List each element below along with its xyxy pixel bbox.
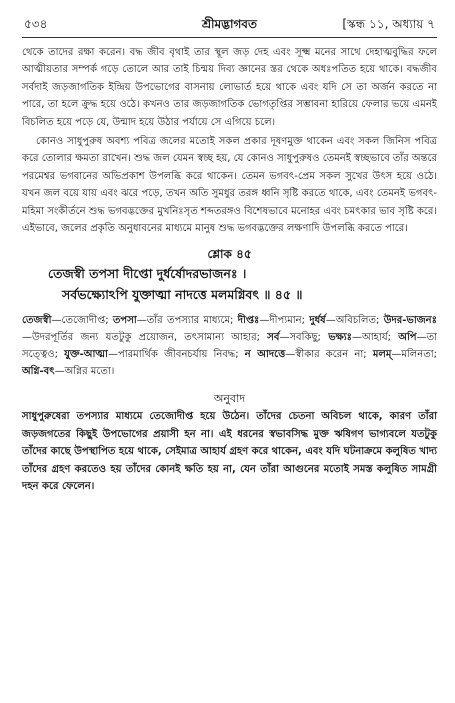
synonym-word: অপি bbox=[398, 332, 417, 344]
synonym-meaning: —সবকিছু; bbox=[279, 332, 329, 344]
translation-text: সাধুপুরুষেরা তপস্যার মাধ্যমে তেজোদীপ্ত হয়ে উঠেন। তাঁদের চেতনা অবিচল থাকে, কারণ তাঁরা জড়জগতের কিছুই উপভোগের প্রয়াসী হন না। এই ধরনের স্বভাবসিদ্ধ মুক্ত ঋষিগণ ভাগ্যবলে যতটুকু তাঁদের কাছে উপস্থাপিত হয়ে থাকে, সেইমাত্র আহার্য গ্রহণ করে থাকেন, এবং যদি ঘটনাক্রমে কলুষিত খাদ্য তাঁদের গ্রহণ করতেও হয় তাঁদের কোনই ক্ষতি হয় না, যেন তাঁরা আগুনের মতোই সমস্ত কলুষিত সামগ্রী দহন করে ফেলেন। bbox=[22, 411, 437, 493]
synonym-word: তপসা bbox=[112, 315, 137, 327]
synonym-meaning: —মলিনতা; bbox=[391, 349, 437, 361]
synonym-word: দুর্ধর্ষ bbox=[309, 315, 326, 327]
synonym-word: মলম্ bbox=[372, 349, 392, 361]
verse-line-1: তেজস্বী তপসা দীপ্তো দুর্ধর্ষোদরভাজনঃ । bbox=[48, 266, 247, 282]
purport-paragraph-1: থেকে তাদের রক্ষা করেন। বদ্ধ জীব বৃথাই তার স্থূল জড় দেহ এবং সূক্ষ্ম মনের সাথে দেহাত্মবুদ্ধির ফলে আত্মীয়তার সম্পর্ক গড়ে তোলে আর তাই চিন্ময় দিব্য জ্ঞানের স্তর থেকে অধঃপতিত হয়ে থাকে। বদ্ধজীব সর্বদাই জড়জাগতিক ইন্দ্রিয় উপভোগের বাসনায় লোভার্ত হয়ে থাকে এবং যদি সে তা অর্জন করতে না পারে, তা হলে ক্রুদ্ধ হয়ে ওঠে। কখনও তার জড়জাগতিক ভোগতৃপ্তির সম্ভাবনা হারিয়ে ফেলার ভয়ে এমনই বিচলিত হয়ে পড়ে যে, উন্মাদ হয়ে উঠার পর্যায়ে সে এগিয়ে চলে। bbox=[22, 47, 437, 128]
chapter-reference: [স্কন্ধ ১১, অধ্যায় ৭ bbox=[342, 17, 435, 31]
synonym-meaning: —অগ্নির মতো। bbox=[54, 366, 115, 378]
purport-paragraph-2: কোনও সাধুপুরুষ অবশ্য পবিত্র জলের মতোই সকল প্রকার দূষণমুক্ত থাকেন এবং সকল জিনিস পবিত্র করে তোলার ক্ষমতা রাখেন। শুদ্ধ জল যেমন স্বচ্ছ হয়, যে কোনও সাধুপুরুষও তেমনই স্বচ্ছভাবে তাঁর অন্তরে পরমেশ্বর ভগবানের অভিপ্রকাশ উপলব্ধি করে থাকেন। তেমন ভগবৎ-প্রেম সকল সুখের উৎস হয়ে ওঠে। যখন জল বয়ে যায় এবং ঝরে পড়ে, তখন অতি সুমধুর তরঙ্গ ধ্বনি সৃষ্টি করতে থাকে, এবং তেমনই ভগবৎ-মহিমা সংকীর্তনে শুদ্ধ ভগবদ্ভক্তের মুখনিঃসৃত শব্দতরঙ্গও বিশেষভাবে মনোহর এবং চমৎকার ভাব সৃষ্টি করে। এইভাবে, জলের প্রকৃতি অনুধাবনের মাধ্যমে মানুষ শুদ্ধ ভগবদ্ভক্তের লক্ষণাদি উপলব্ধি করতে পারে। bbox=[22, 136, 437, 235]
header-rule bbox=[22, 37, 437, 38]
synonym-meaning: —আহার্য; bbox=[352, 332, 399, 344]
page-number: ৫৩৪ bbox=[24, 17, 48, 31]
synonym-word: দীপ্তঃ bbox=[237, 315, 260, 327]
synonym-meaning: —অবিচলিত; bbox=[325, 315, 384, 327]
synonym-meaning: —তা সত্ত্বেও; bbox=[22, 332, 437, 361]
synonym-word: তেজস্বী bbox=[22, 315, 52, 327]
synonym-meaning: —দীপ্যমান; bbox=[259, 315, 310, 327]
verse-line-2: সর্বভক্ষ্যোঽপি যুক্তাত্মা নাদত্তে মলমগ্নিবৎ ॥ ৪৫ ॥ bbox=[62, 287, 303, 303]
verse-number: শ্লোক ৪৫ bbox=[207, 247, 252, 262]
synonym-meaning: —তাঁর তপস্যার মাধ্যমে; bbox=[136, 315, 238, 327]
synonym-meaning: —পারমার্থিক জীবনচর্যায় নিবদ্ধ; bbox=[107, 349, 245, 361]
synonym-word: উদর-ভাজনঃ bbox=[383, 315, 437, 327]
synonym-word: যুক্ত-আত্মা bbox=[64, 349, 108, 361]
synonym-meaning: —স্বীকার করেন না; bbox=[285, 349, 373, 361]
word-for-word-synonyms bbox=[22, 312, 437, 380]
page-body bbox=[22, 44, 437, 496]
synonym-word: ন আদত্তে bbox=[244, 349, 286, 361]
running-header bbox=[24, 14, 435, 34]
book-title: শ্রীমদ্ভাগবত bbox=[201, 17, 257, 31]
synonym-word: অগ্নি-বৎ bbox=[22, 366, 55, 378]
synonym-word: সর্ব bbox=[267, 332, 280, 344]
translation-heading: অনুবাদ bbox=[213, 392, 246, 406]
synonym-meaning: —তেজোদীপ্ত; bbox=[51, 315, 113, 327]
synonym-meaning: —উদরপূর্তির জন্য যতটুকু প্রয়োজন, তৎসামান্য আহার; bbox=[22, 332, 268, 344]
synonym-word: ভক্ষ্যঃ bbox=[328, 332, 353, 344]
